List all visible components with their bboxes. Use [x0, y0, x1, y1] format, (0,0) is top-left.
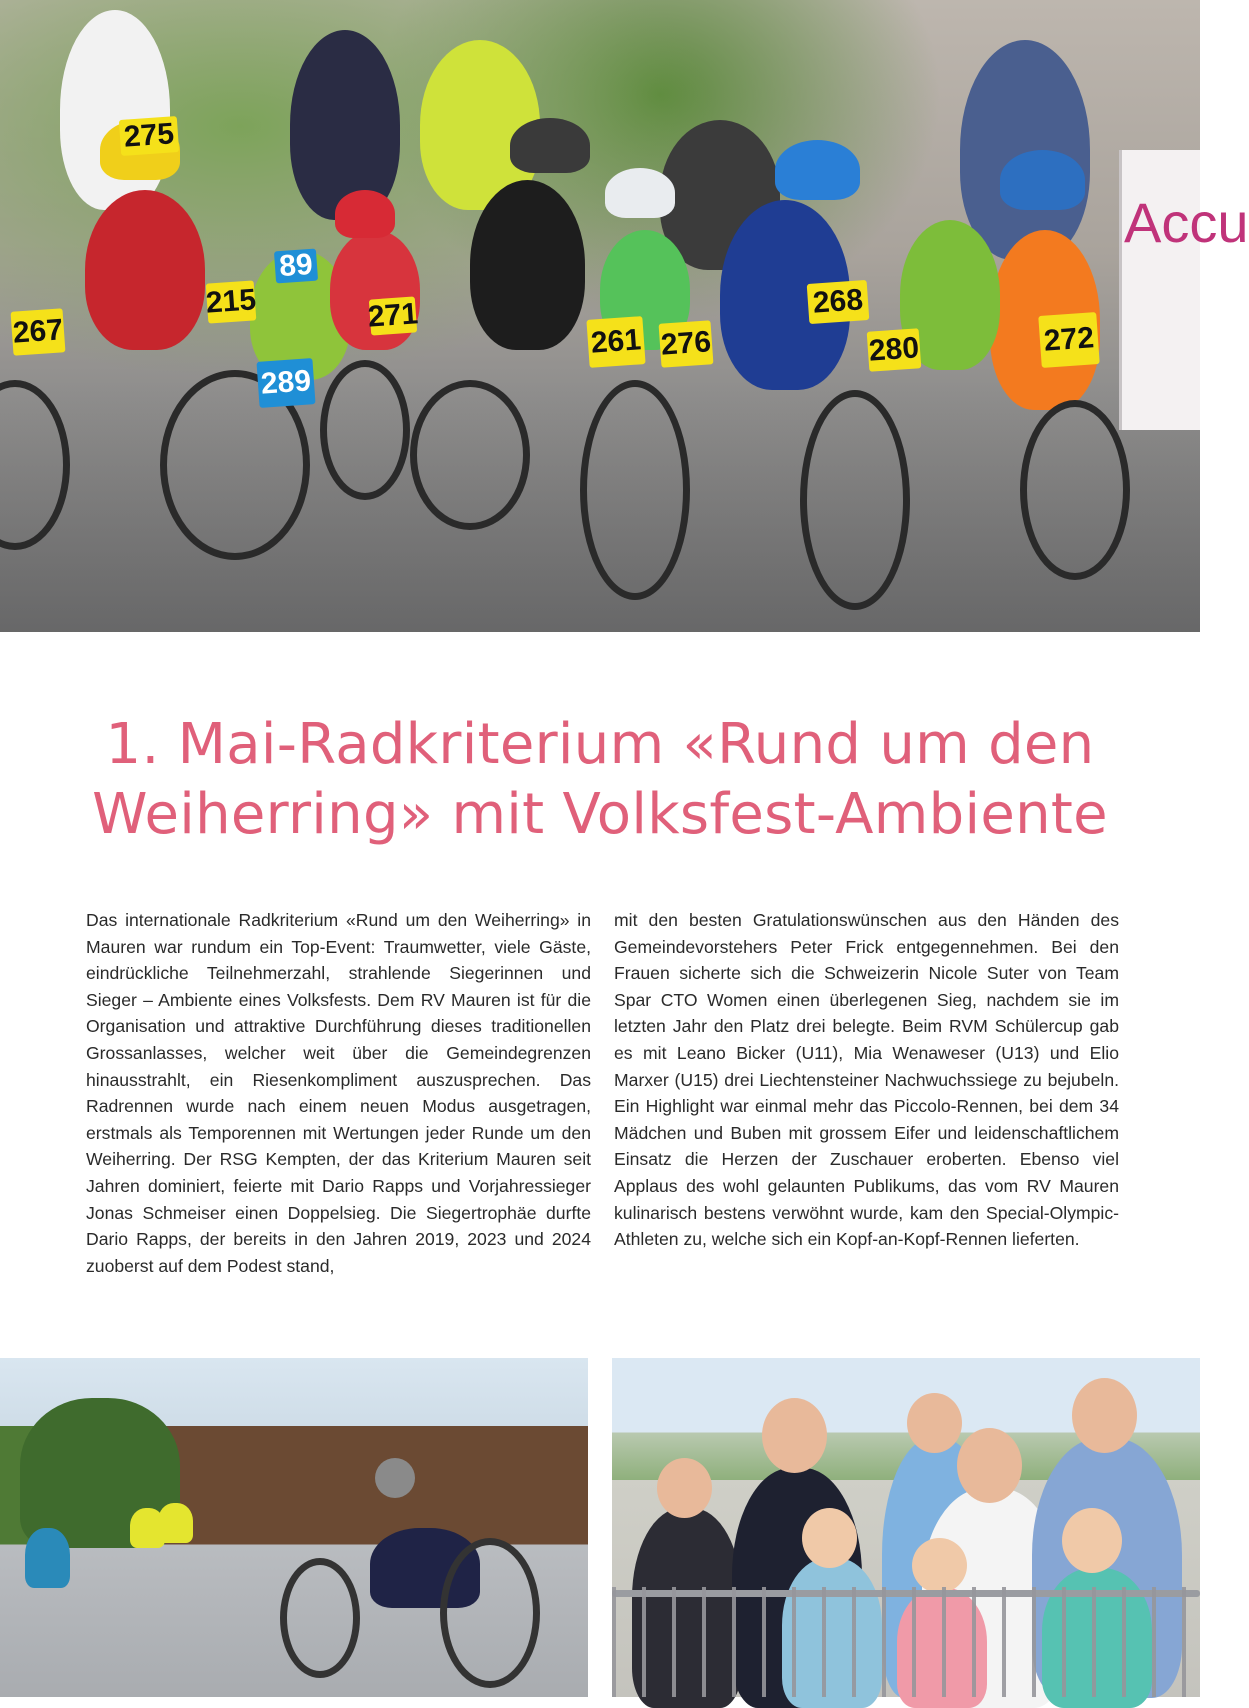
helmet — [375, 1458, 415, 1498]
handbike-wheel — [440, 1538, 540, 1688]
race-bib: 89 — [274, 249, 318, 284]
handbike-wheel — [280, 1558, 360, 1678]
article-title — [60, 710, 1140, 850]
spectator-face — [762, 1398, 827, 1473]
bike-wheel — [410, 380, 530, 530]
child-face — [1062, 1508, 1122, 1573]
bike-wheel — [800, 390, 910, 610]
helmet — [510, 118, 590, 173]
race-bib: 267 — [11, 308, 66, 356]
helmet — [335, 190, 395, 238]
spectator-face — [957, 1428, 1022, 1503]
spectator — [60, 10, 170, 210]
race-bib: 272 — [1038, 312, 1099, 368]
race-bib: 271 — [366, 297, 420, 334]
photo-spectators-at-barrier — [612, 1358, 1200, 1697]
bike-wheel — [0, 380, 70, 550]
crowd-barrier — [612, 1587, 1200, 1697]
child-face — [802, 1508, 857, 1568]
helmet — [605, 168, 675, 218]
helmet — [775, 140, 860, 200]
race-bib: 276 — [659, 320, 714, 368]
hero-photo-kids-bike-race — [0, 0, 1249, 632]
article-title-line-2: Weiherring» mit Volksfest-Ambiente — [92, 782, 1108, 847]
bike-wheel — [320, 360, 410, 500]
spectator — [290, 30, 400, 220]
race-bib: 215 — [206, 280, 257, 323]
sponsor-banner — [1119, 150, 1249, 430]
race-bib: 268 — [807, 280, 870, 324]
racer — [25, 1528, 70, 1588]
bike-wheel — [1020, 400, 1130, 580]
spectator-face — [1072, 1378, 1137, 1453]
race-bib: 261 — [586, 316, 645, 368]
bike-wheel — [580, 380, 690, 600]
helmet — [1000, 150, 1085, 210]
race-bib: 275 — [119, 116, 179, 156]
rider — [85, 190, 205, 350]
spectator — [960, 40, 1090, 260]
spectator-face — [657, 1458, 712, 1518]
rider — [470, 180, 585, 350]
photo-handbike-racers — [0, 1358, 588, 1697]
race-bib: 289 — [256, 358, 315, 408]
spectator-face — [907, 1393, 962, 1453]
racer — [158, 1503, 193, 1543]
article-title-line-1: 1. Mai-Radkriterium «Rund um den — [105, 712, 1095, 777]
article-text-column-left: Das internationale Radkriterium «Rund um den Weiherring» in Mauren war rundum ein Top-Event: Traumwetter, viele Gäste, eindrückliche Teilnehmerzahl, strahlende Siegerinnen und Sieger – Ambiente eines Volksfests. Dem RV Mauren ist für die Organisation und attraktive Durchführung dieses traditionellen Grossanlasses, welcher weit über die Gemeindegrenzen hinausstrahlt, ein Riesenkompliment auszusprechen. Das Radrennen wurde nach einem neuen Modus ausgetragen, erstmals als Temporennen mit Wertungen jeder Runde um den Weiherring. Der RSG Kempten, der das Kriterium Mauren seit Jahren dominiert, feierte mit Dario Rapps und Vorjahressieger Jonas Schmeiser einen Doppelsieg. Die Siegertrophäe durfte Dario Rapps, der bereits in den Jahren 2019, 2023 und 2024 zuoberst auf dem Podest stand, — [86, 910, 591, 1276]
race-bib: 280 — [867, 328, 922, 372]
sponsor-banner-text: Accu — [1124, 191, 1249, 254]
child-face — [912, 1538, 967, 1593]
article-text-column-right: mit den besten Gratulationswünschen aus den Händen des Gemeindevorstehers Peter Frick entgegennehmen. Bei den Frauen sicherte sich die Schweizerin Nicole Suter von Team Spar CTO Women einen überlegenen Sieg, nachdem sie im letzten Jahr den Platz drei belegte. Beim RVM Schülercup gab es mit Leano Bicker (U11), Mia Wenaweser (U13) und Elio Marxer (U15) drei Liechtensteiner Nachwuchssiege zu bejubeln. Ein Highlight war einmal mehr das Piccolo-Rennen, bei dem 34 Mädchen und Buben mit grossem Eifer und leidenschaftlichem Einsatz die Herzen der Zuschauer eroberten. Ebenso viel Applaus des wohl gelaunten Publikums, das vom RV Mauren kulinarisch bestens verwöhnt wurde, kam den Special-Olympic-Athleten zu, welche sich ein Kopf-an-Kopf-Rennen lieferten. — [614, 910, 1119, 1250]
